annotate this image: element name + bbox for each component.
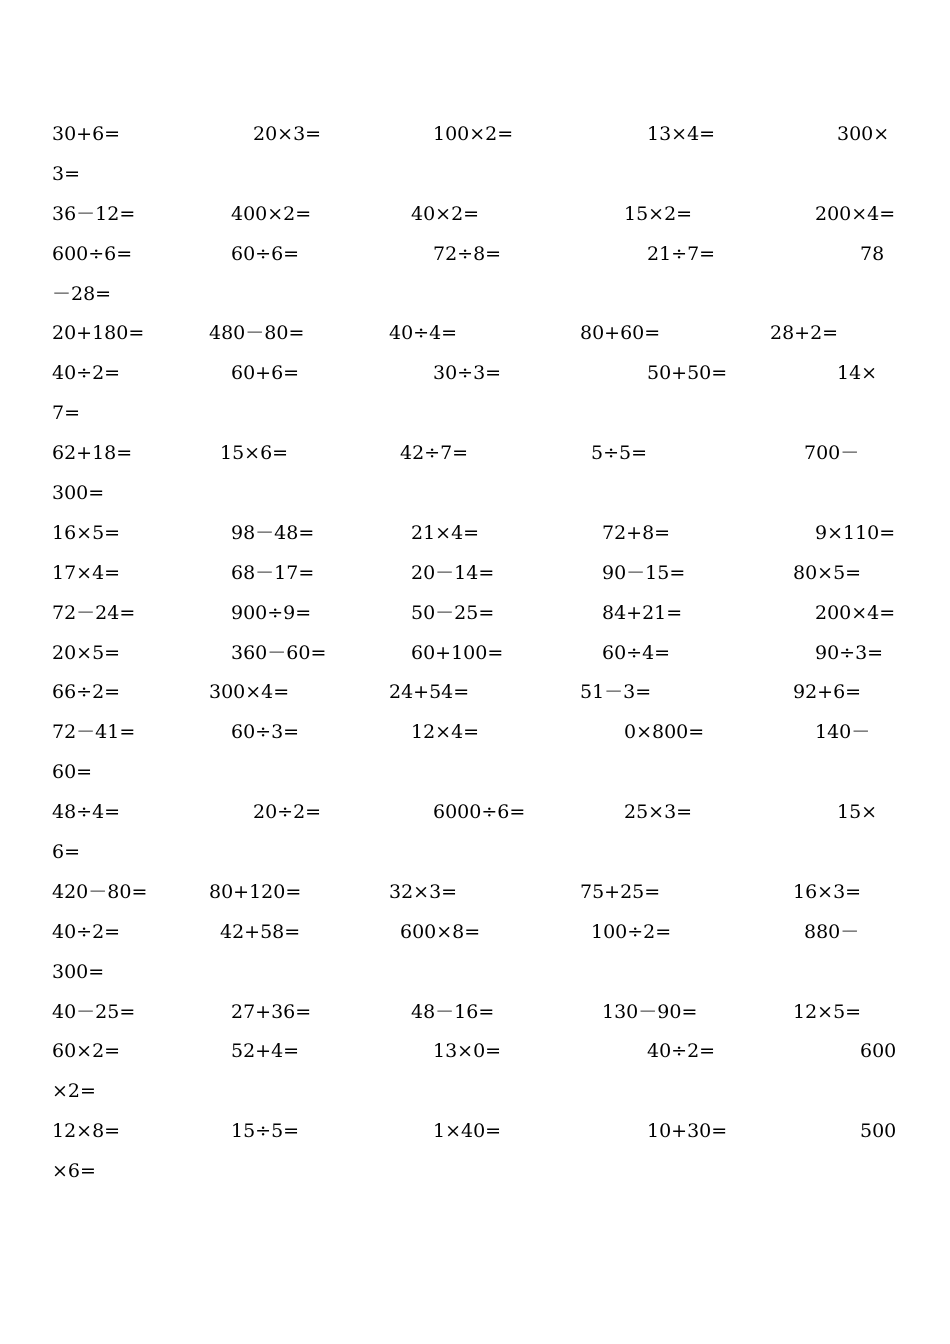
problem: 62+18=: [52, 442, 133, 465]
problem: 40÷2=: [647, 1040, 716, 1063]
problem: 25×3=: [624, 801, 693, 824]
problem-row: [52, 434, 897, 474]
problem: 40÷2=: [52, 362, 121, 385]
problem: 5÷5=: [591, 442, 648, 465]
problem: 30+6=: [52, 123, 121, 145]
problem: 98－48=: [231, 521, 315, 544]
problem: 100×2=: [433, 123, 514, 145]
problem: 13×4=: [647, 123, 716, 145]
problem: 16×3=: [793, 880, 862, 903]
problem: 48÷4=: [52, 801, 121, 824]
problem-row: [52, 634, 897, 674]
worksheet: [52, 115, 897, 1192]
problem: 24+54=: [389, 681, 470, 704]
problem: 92+6=: [793, 681, 862, 704]
problem: 12×4=: [411, 721, 480, 744]
problem-continuation: －28=: [52, 282, 112, 305]
problem: 420－80=: [52, 880, 148, 903]
problem-row: [52, 713, 897, 753]
problem: 1×40=: [433, 1120, 502, 1143]
problem: 40÷4=: [389, 322, 458, 345]
problem-row-continuation: [52, 753, 897, 793]
problem: 84+21=: [602, 601, 683, 624]
problem: 13×0=: [433, 1040, 502, 1063]
problem: 75+25=: [580, 880, 661, 903]
problem: 90－15=: [602, 561, 686, 584]
problem: 60+100=: [411, 641, 504, 664]
problem: 50－25=: [411, 601, 495, 624]
problem: 27+36=: [231, 1000, 312, 1023]
problem-row: [52, 235, 897, 275]
problem: 100÷2=: [591, 920, 672, 943]
problem: 20÷2=: [253, 801, 322, 824]
problem: 68－17=: [231, 561, 315, 584]
problem: 20×3=: [253, 123, 322, 145]
problem: 60×2=: [52, 1040, 121, 1063]
problem-continuation: 300=: [52, 960, 105, 983]
problem-continuation: ×2=: [52, 1080, 96, 1103]
problem-row: [52, 594, 897, 634]
problem: 60÷3=: [231, 721, 300, 744]
problem: 10+30=: [647, 1120, 728, 1143]
problem-row-continuation: [52, 953, 897, 993]
problem: 200×4=: [815, 202, 896, 225]
problem-row: [52, 673, 897, 713]
problem: 16×5=: [52, 521, 121, 544]
problem: 700－: [804, 442, 860, 465]
problem: 17×4=: [52, 561, 121, 584]
problem: 51－3=: [580, 681, 652, 704]
problem-row: [52, 514, 897, 554]
problem: 12×8=: [52, 1120, 121, 1143]
problem: 72－41=: [52, 721, 136, 744]
problem: 72+8=: [602, 521, 671, 544]
problem: 40－25=: [52, 1000, 136, 1023]
problem-row-continuation: [52, 275, 897, 315]
problem: 15×2=: [624, 202, 693, 225]
problem-row-continuation: [52, 833, 897, 873]
problem-continuation: 3=: [52, 162, 81, 185]
problem: 200×4=: [815, 601, 896, 624]
problem-row: [52, 115, 897, 155]
problem: 60÷6=: [231, 242, 300, 265]
problem-continuation: ×6=: [52, 1160, 96, 1183]
problem: 20×5=: [52, 641, 121, 664]
problem-row: [52, 314, 897, 354]
problem: 15÷5=: [231, 1120, 300, 1143]
problem: 9×110=: [815, 521, 896, 544]
problem-row: [52, 1112, 897, 1152]
problem: 60÷4=: [602, 641, 671, 664]
problem: 48－16=: [411, 1000, 495, 1023]
problem: 15×: [837, 801, 878, 824]
problem: 600×8=: [400, 920, 481, 943]
problem: 80×5=: [793, 561, 862, 584]
problem-continuation: 6=: [52, 841, 81, 864]
problem-row-continuation: [52, 1152, 897, 1192]
problem: 42÷7=: [400, 442, 469, 465]
problem: 12×5=: [793, 1000, 862, 1023]
problem-row-continuation: [52, 155, 897, 195]
problem-row: [52, 913, 897, 953]
problem: 60+6=: [231, 362, 300, 385]
problem: 30÷3=: [433, 362, 502, 385]
problem: 40×2=: [411, 202, 480, 225]
problem: 880－: [804, 920, 860, 943]
problem: 600: [860, 1040, 897, 1063]
problem: 400×2=: [231, 202, 312, 225]
problem: 480－80=: [209, 322, 305, 345]
problem: 14×: [837, 362, 878, 385]
problem: 360－60=: [231, 641, 327, 664]
problem: 21÷7=: [647, 242, 716, 265]
problem: 28+2=: [770, 322, 839, 345]
problem: 500: [860, 1120, 897, 1143]
problem: 900÷9=: [231, 601, 312, 624]
problem: 72÷8=: [433, 242, 502, 265]
problem-row-continuation: [52, 1072, 897, 1112]
problem: 66÷2=: [52, 681, 121, 704]
problem-continuation: 300=: [52, 482, 105, 505]
problem: 78: [860, 242, 885, 265]
problem: 80+60=: [580, 322, 661, 345]
problem: 40÷2=: [52, 920, 121, 943]
problem-row: [52, 195, 897, 235]
problem-row: [52, 354, 897, 394]
problem-row: [52, 993, 897, 1033]
problem: 600÷6=: [52, 242, 133, 265]
problem: 15×6=: [220, 442, 289, 465]
problem-row-continuation: [52, 394, 897, 434]
problem-row: [52, 873, 897, 913]
problem: 80+120=: [209, 880, 302, 903]
problem: 130－90=: [602, 1000, 698, 1023]
problem: 21×4=: [411, 521, 480, 544]
problem: 72－24=: [52, 601, 136, 624]
problem: 36－12=: [52, 202, 136, 225]
problem-row: [52, 554, 897, 594]
problem: 0×800=: [624, 721, 705, 744]
problem-row-continuation: [52, 474, 897, 514]
problem-continuation: 60=: [52, 761, 93, 784]
problem: 52+4=: [231, 1040, 300, 1063]
problem: 50+50=: [647, 362, 728, 385]
problem-row: [52, 1032, 897, 1072]
problem: 20－14=: [411, 561, 495, 584]
problem: 6000÷6=: [433, 801, 526, 824]
problem-continuation: 7=: [52, 402, 81, 425]
problem: 32×3=: [389, 880, 458, 903]
problem: 42+58=: [220, 920, 301, 943]
problem-row: [52, 793, 897, 833]
problem: 90÷3=: [815, 641, 884, 664]
problem: 20+180=: [52, 322, 145, 345]
problem: 140－: [815, 721, 871, 744]
problem: 300×: [837, 123, 890, 145]
problem: 300×4=: [209, 681, 290, 704]
